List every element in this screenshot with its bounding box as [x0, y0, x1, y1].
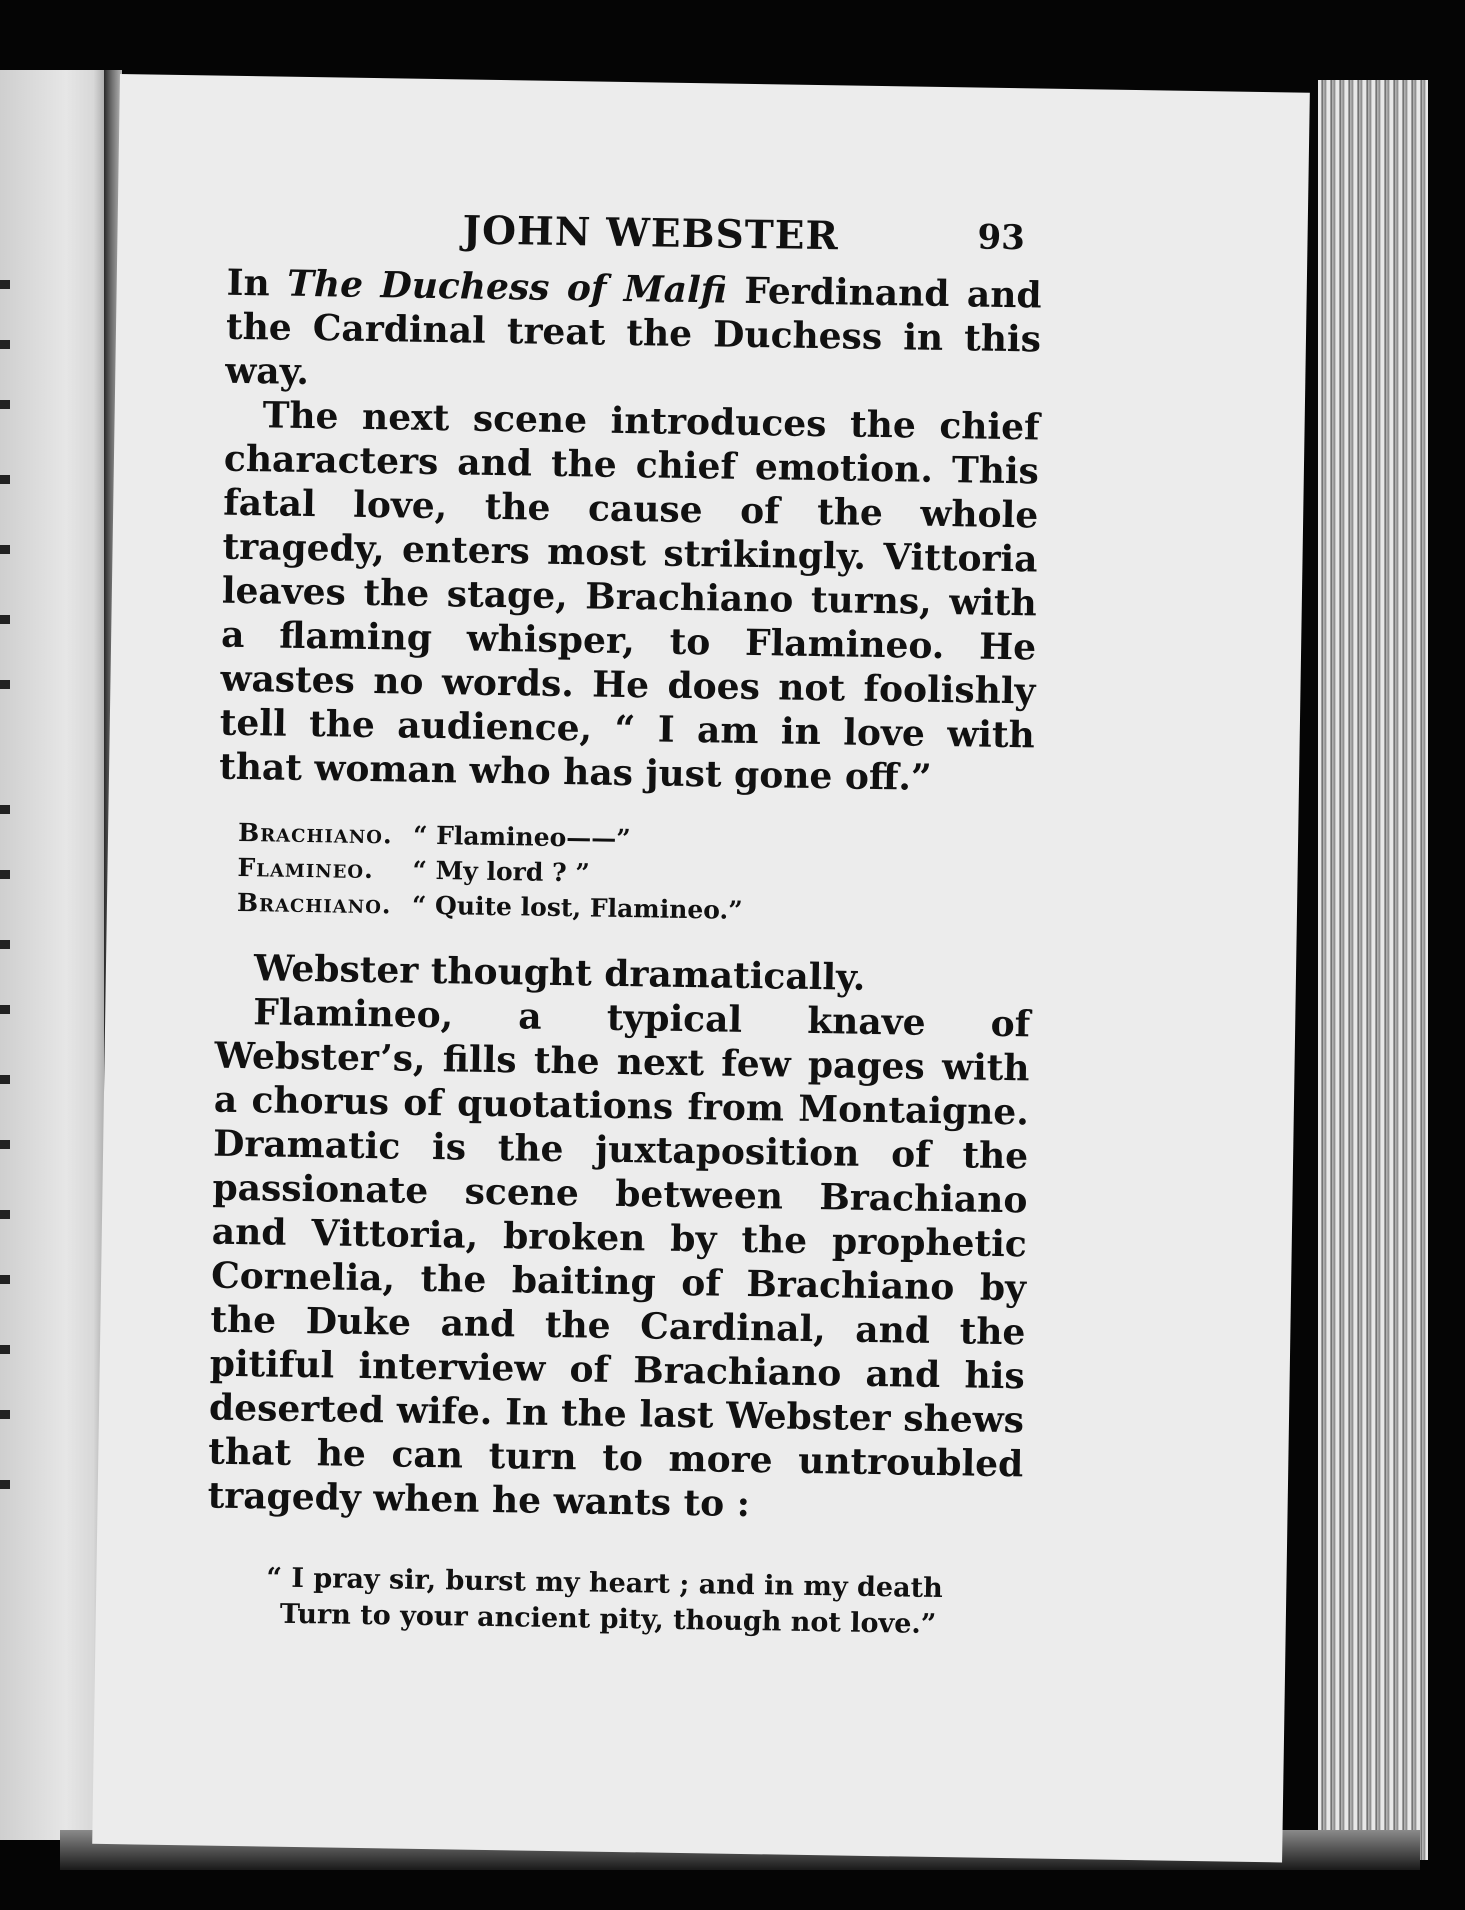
dialogue-block [237, 815, 1034, 932]
margin-mark [0, 680, 10, 689]
speaker-name: Flamineo. [237, 852, 375, 885]
margin-mark [0, 475, 10, 484]
margin-mark [0, 1275, 10, 1284]
dialogue-text: “ My lord ? ” [412, 855, 590, 888]
paragraph: The next scene introduces the chief characters and the chief emotion. This fatal love, the cause of the whole tragedy, enters most strikingly. Vittoria leaves the stage, Brachiano turns, with a flaming whisper, to Flamineo. He wastes no words. He does not foolishly tell the audience, “ I am in love with that woman who has just gone off.” [218, 394, 1040, 799]
work-title: The Duchess of Malfi [286, 262, 728, 312]
speaker-name: Brachiano. [237, 817, 393, 850]
margin-mark [0, 940, 10, 949]
paragraph-text: In [226, 261, 288, 305]
speaker-name: Brachiano. [236, 887, 392, 920]
dialogue-text: “ Flamineo——” [412, 820, 631, 854]
page-block-edges [1318, 80, 1428, 1860]
verse-line: “ I pray sir, burst my heart ; and in my death [266, 1562, 943, 1605]
paragraph-text: Ferdinand and the Cardinal treat the Duchess in this way. [225, 269, 1042, 394]
page-number: 93 [977, 217, 1026, 259]
verse-quotation [266, 1560, 1022, 1644]
margin-mark [0, 545, 10, 554]
margin-mark [0, 1345, 10, 1354]
paragraph: Webster thought dramatically. [253, 947, 866, 999]
margin-mark [0, 1480, 10, 1489]
facing-page-edge [0, 70, 110, 1840]
verse-line: Turn to your ancient pity, though not love.” [279, 1598, 937, 1641]
running-head: JOHN WEBSTER [462, 207, 840, 260]
margin-mark [0, 805, 10, 814]
margin-mark [0, 1410, 10, 1419]
margin-mark [0, 280, 10, 289]
margin-mark [0, 870, 10, 879]
body-text [206, 261, 1042, 1645]
paragraph: Flamineo, a typical knave of Webster’s, fills the next few pages with a chorus of quotations from Montaigne. Dramatic is the juxtaposition of the passionate scene between Brachiano and Vittoria, broken by the prophetic Cornelia, the baiting of Brachiano by the Duke and the Cardinal, and the pitiful interview of Brachiano and his deserted wife. In the last Webster shews that he can turn to more untroubled tragedy when he wants to : [207, 991, 1031, 1526]
margin-mark [0, 1005, 10, 1014]
margin-mark [0, 1075, 10, 1084]
margin-mark [0, 340, 10, 349]
dialogue-text: “ Quite lost, Flamineo.” [411, 890, 743, 925]
margin-mark [0, 615, 10, 624]
margin-mark [0, 1210, 10, 1219]
book-page [92, 74, 1310, 1862]
margin-mark [0, 400, 10, 409]
margin-mark [0, 1140, 10, 1149]
paragraph [225, 261, 1042, 406]
